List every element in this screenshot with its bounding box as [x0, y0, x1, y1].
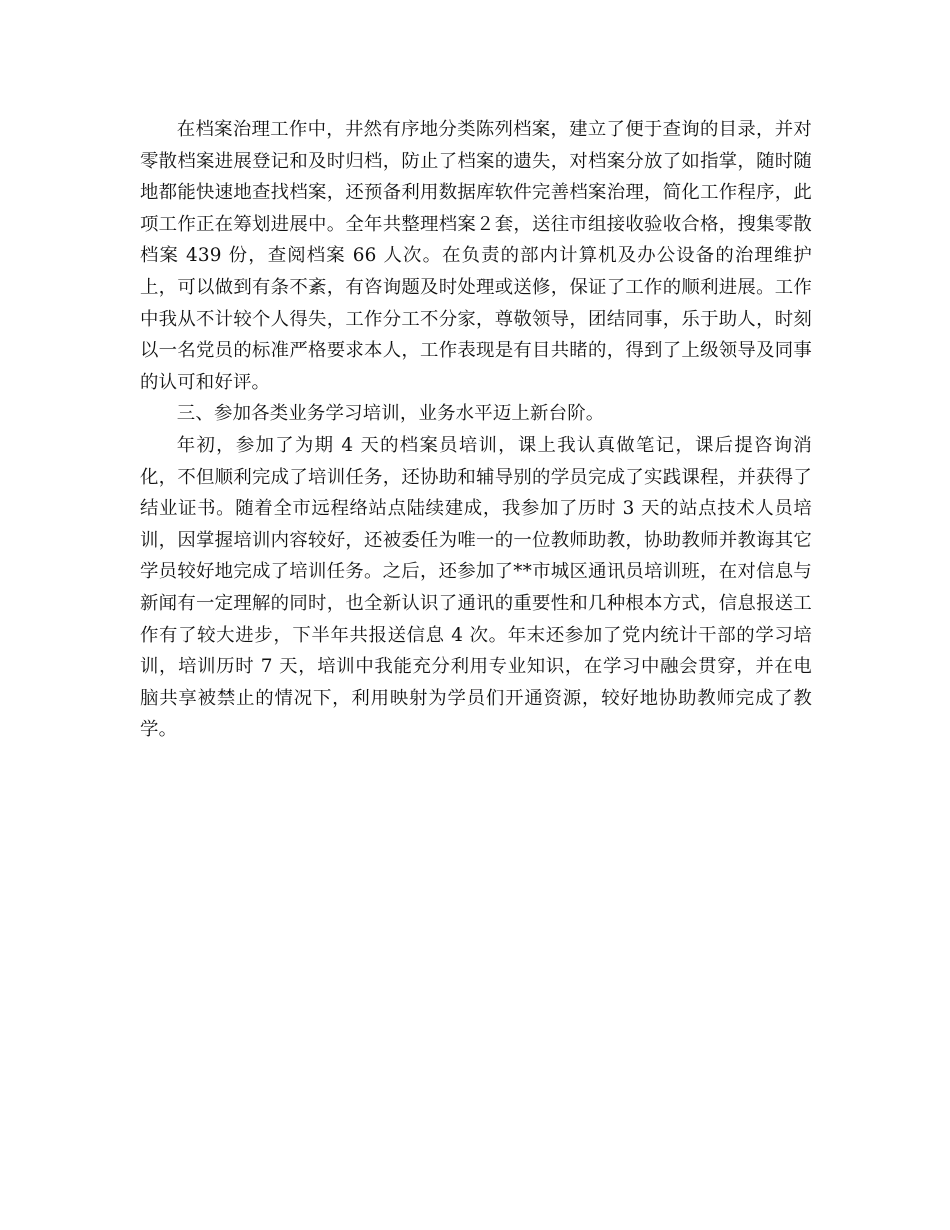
document-body: [140, 114, 812, 746]
paragraph-archive-management: 在档案治理工作中，井然有序地分类陈列档案，建立了便于查询的目录，并对零散档案进展登记和及时归档，防止了档案的遗失，对档案分放了如指掌，随时随地都能快速地查找档案，还预备利用数据库软件完善档案治理，简化工作程序，此项工作正在筹划进展中。全年共整理档案２套，送往市组接收验收合格，搜集零散档案 439 份，查阅档案 66 人次。在负责的部内计算机及办公设备的治理维护上，可以做到有条不紊，有咨询题及时处理或送修，保证了工作的顺利进展。工作中我从不计较个人得失，工作分工不分家，尊敬领导，团结同事，乐于助人，时刻以一名党员的标准严格要求本人，工作表现是有目共睹的，得到了上级领导及同事的认可和好评。: [140, 119, 812, 393]
section-heading-training: 三、参加各类业务学习培训，业务水平迈上新台阶。: [176, 403, 605, 425]
paragraph-training-details: 年初，参加了为期 4 天的档案员培训，课上我认真做笔记，课后提咨询消化，不但顺利完成了培训任务，还协助和辅导别的学员完成了实践课程，并获得了结业证书。随着全市远程络站点陆续建成，我参加了历时 3 天的站点技术人员培训，因掌握培训内容较好，还被委任为唯一的一位教师助教，协助教师并教诲其它学员较好地完成了培训任务。之后，还参加了**市城区通讯员培训班，在对信息与新闻有一定理解的同时，也全新认识了通讯的重要性和几种根本方式，信息报送工作有了较大进步，下半年共报送信息 4 次。年末还参加了党内统计干部的学习培训，培训历时 7 天，培训中我能充分利用专业知识，在学习中融会贯穿，并在电脑共享被禁止的情况下，利用映射为学员们开通资源，较好地协助教师完成了教学。: [140, 434, 812, 741]
